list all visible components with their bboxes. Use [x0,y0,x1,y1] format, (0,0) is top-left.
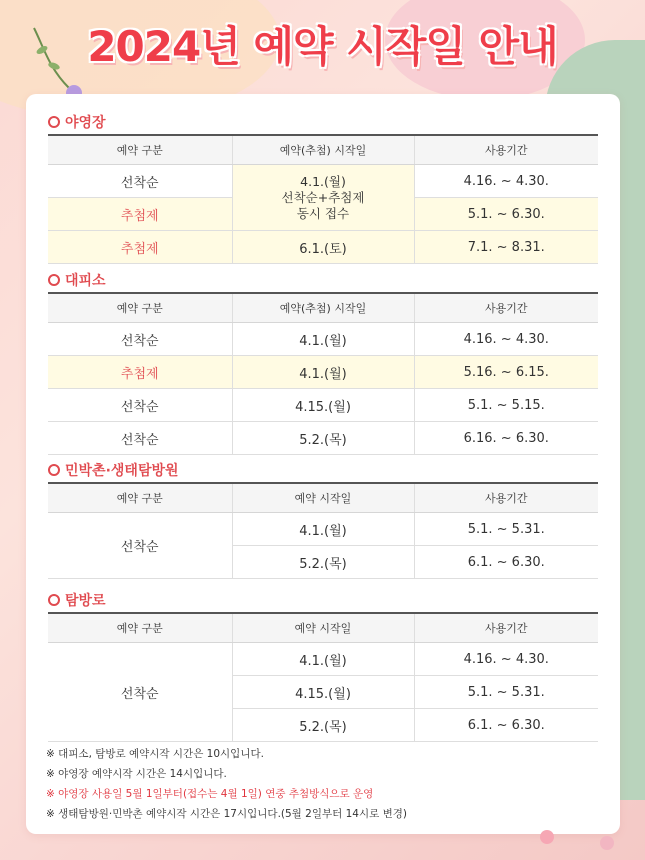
usage-period: 5.1. ~ 5.15. [414,389,598,422]
column-header: 예약 구분 [48,293,232,323]
column-header: 사용기간 [414,613,598,643]
campground-table [48,134,598,264]
trail-table [48,612,598,742]
note-line: ※ 야영장 예약시작 시간은 14시입니다. [46,768,227,780]
table-header-row [48,483,598,513]
reservation-type: 선착순 [48,323,232,356]
lodging-table [48,482,598,579]
usage-period: 6.16. ~ 6.30. [414,422,598,455]
table-row [48,356,598,389]
ring-bullet-icon [48,116,60,128]
ring-bullet-icon [48,594,60,606]
usage-period: 4.16. ~ 4.30. [414,643,598,676]
column-header: 예약 구분 [48,483,232,513]
flower-decoration-icon [540,830,554,844]
section-label: 민박촌·생태탐방원 [65,463,179,479]
schedule-card [26,94,620,834]
section-title-trail [48,590,106,610]
start-date: 6.1.(토) [232,231,414,264]
column-header: 사용기간 [414,135,598,165]
ring-bullet-icon [48,464,60,476]
column-header: 예약 시작일 [232,613,414,643]
usage-period: 4.16. ~ 4.30. [414,165,598,198]
table-header-row [48,293,598,323]
usage-period: 5.1. ~ 5.31. [414,513,598,546]
reservation-type: 선착순 [48,422,232,455]
section-title-shelter [48,270,106,290]
column-header: 예약 시작일 [232,483,414,513]
column-header: 예약 구분 [48,613,232,643]
section-title-lodging [48,460,179,480]
column-header: 예약(추첨) 시작일 [232,135,414,165]
start-date: 4.15.(월) [232,676,414,709]
shelter-table [48,292,598,455]
table-row [48,389,598,422]
start-date: 5.2.(목) [232,422,414,455]
start-date: 4.1.(월) [232,513,414,546]
reservation-type: 선착순 [48,165,232,198]
table-header-row [48,613,598,643]
usage-period: 6.1. ~ 6.30. [414,709,598,742]
reservation-type: 추첨제 [48,356,232,389]
table-row [48,165,598,198]
usage-period: 5.16. ~ 6.15. [414,356,598,389]
column-header: 예약(추첨) 시작일 [232,293,414,323]
note-line: ※ 생태탐방원·민박촌 예약시작 시간은 17시입니다.(5월 2일부터 14시로 변경) [46,808,407,820]
section-label: 야영장 [65,115,106,131]
table-header-row [48,135,598,165]
usage-period: 5.1. ~ 6.30. [414,198,598,231]
table-row [48,422,598,455]
start-date: 4.1.(월) 선착순+추첨제 동시 접수 [232,165,414,231]
column-header: 사용기간 [414,293,598,323]
start-date: 5.2.(목) [232,546,414,579]
table-row [48,323,598,356]
usage-period: 7.1. ~ 8.31. [414,231,598,264]
table-row [48,643,598,676]
usage-period: 5.1. ~ 5.31. [414,676,598,709]
reservation-type: 선착순 [48,643,232,742]
reservation-type: 선착순 [48,389,232,422]
start-date: 5.2.(목) [232,709,414,742]
section-title-campground [48,112,106,132]
reservation-type: 추첨제 [48,231,232,264]
start-date: 4.1.(월) [232,323,414,356]
note-line: ※ 대피소, 탐방로 예약시작 시간은 10시입니다. [46,748,264,760]
column-header: 사용기간 [414,483,598,513]
usage-period: 4.16. ~ 4.30. [414,323,598,356]
note-line-highlight: ※ 야영장 사용일 5월 1일부터(접수는 4월 1일) 연중 추첨방식으로 운영 [46,788,374,800]
ring-bullet-icon [48,274,60,286]
notes [46,744,407,824]
flower-decoration-icon [600,836,614,850]
page-title: 2024년 예약 시작일 안내 [87,22,558,71]
table-row [48,513,598,546]
column-header: 예약 구분 [48,135,232,165]
section-label: 탐방로 [65,593,106,609]
section-label: 대피소 [65,273,106,289]
start-date: 4.15.(월) [232,389,414,422]
start-date: 4.1.(월) [232,643,414,676]
reservation-type: 선착순 [48,513,232,579]
usage-period: 6.1. ~ 6.30. [414,546,598,579]
reservation-type: 추첨제 [48,198,232,231]
table-row [48,231,598,264]
start-date: 4.1.(월) [232,356,414,389]
